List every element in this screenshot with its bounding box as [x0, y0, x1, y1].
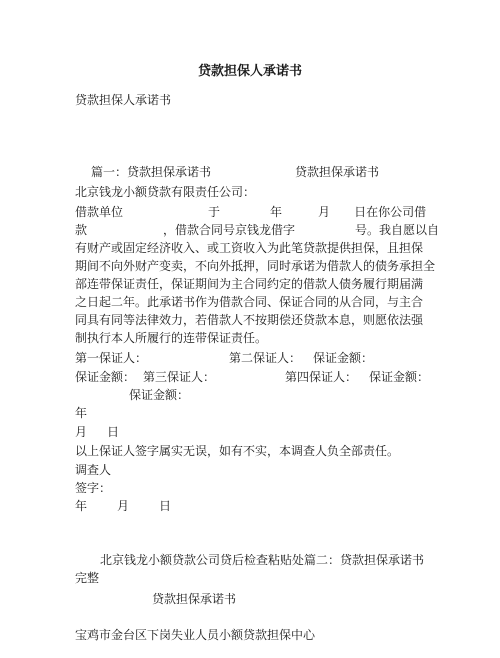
guarantor-row-1 — [75, 350, 373, 366]
amount-label: 保证金额： — [313, 351, 374, 365]
amount-label: 保证金额： — [75, 370, 136, 384]
signature-date: 年 月 日 — [75, 499, 172, 513]
signature-label: 签字： — [75, 481, 112, 495]
body-line-3: 有财产或固定经济收入、或工资收入为此笔贷款提供担保，且担保 — [75, 241, 424, 255]
document-title: 贷款担保人承诺书 — [197, 64, 302, 79]
contract-number-label: ，借款合同号京钱龙借字 — [163, 223, 296, 237]
day-label: 日在你公司借 — [354, 205, 427, 219]
year-label: 年 — [270, 205, 283, 219]
investigator-label: 调查人 — [75, 463, 112, 477]
section2-heading: 贷款担保承诺书 — [152, 592, 237, 606]
date-month-day: 月 日 — [75, 425, 120, 439]
footer-line-2: 完整 — [75, 571, 100, 585]
section-heading — [75, 164, 379, 180]
body-line-2: 款 ，借款合同号京钱龙借字 号。我自愿以自 — [75, 223, 440, 237]
amount-label: 保证金额： — [129, 388, 190, 402]
section-heading-left: 篇一：贷款担保承诺书 — [91, 165, 212, 179]
on-label: 于 — [208, 205, 221, 219]
second-guarantor-label: 第二保证人： — [229, 351, 302, 365]
document-subtitle: 贷款担保人承诺书 — [75, 93, 172, 107]
section-heading-right: 贷款担保承诺书 — [295, 165, 380, 179]
footer-line-1: 北京钱龙小额贷款公司贷后检查粘贴处篇二：贷款担保承诺书 — [100, 553, 425, 567]
organization-name: 宝鸡市金台区下岗失业人员小额贷款担保中心 — [75, 628, 316, 642]
body-line-1 — [75, 204, 426, 220]
body-line-8: 制执行本人所履行的连带保证责任。 — [75, 331, 268, 345]
third-guarantor-label: 第三保证人： — [143, 370, 216, 384]
body-line-4: 期间不向外财产变卖，不向外抵押，同时承诺为借款人的债务承担全 — [75, 259, 436, 273]
fourth-guarantor-label: 第四保证人： — [285, 370, 358, 384]
guarantor-row-2 — [75, 369, 429, 385]
month-label: 月 — [318, 205, 331, 219]
addressee: 北京钱龙小额贷款有限责任公司： — [75, 185, 256, 199]
date-year: 年 — [75, 406, 88, 420]
borrower-label: 借款单位 — [75, 205, 124, 219]
body-line-6: 之日起二年。此承诺书作为借款合同、保证合同的从合同，与主合 — [75, 295, 424, 309]
body-line-5: 部连带保证责任，保证期间为主合同约定的借款人债务履行期届满 — [75, 277, 424, 291]
confirmation-statement: 以上保证人签字属实无误，如有不实，本调查人负全部责任。 — [75, 444, 400, 458]
amount-label: 保证金额： — [369, 370, 430, 384]
first-guarantor-label: 第一保证人： — [75, 351, 148, 365]
body-line-7: 同具有同等法律效力，若借款人不按期偿还贷款本息，则愿依法强 — [75, 313, 424, 327]
